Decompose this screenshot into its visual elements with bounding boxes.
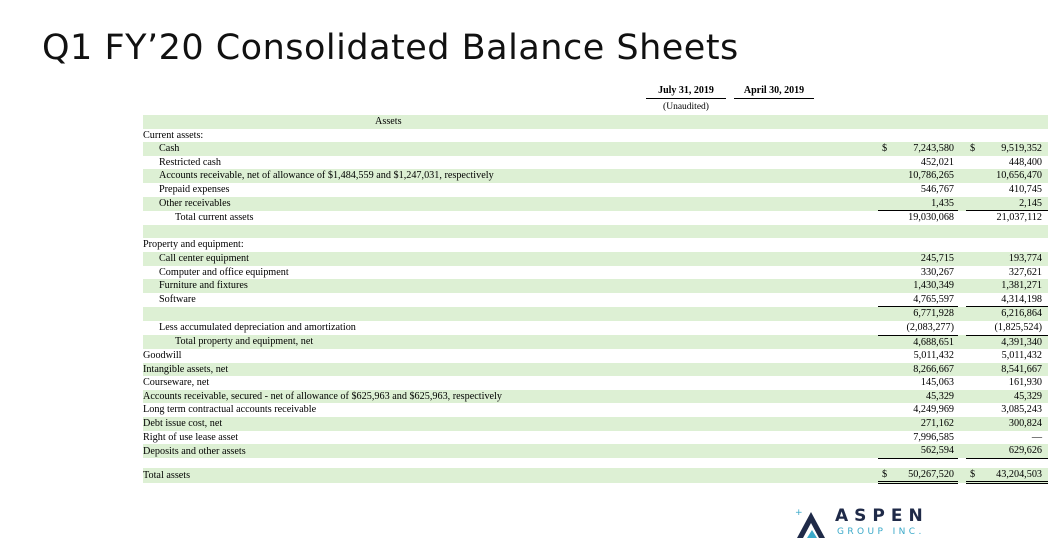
row-value-april	[966, 307, 1048, 321]
row-label: Furniture and fixtures	[143, 279, 878, 293]
value-text: 8,541,667	[1001, 363, 1042, 375]
row-label: Computer and office equipment	[159, 266, 289, 278]
row-value-july	[878, 335, 958, 349]
row-value-july	[878, 169, 958, 183]
row-gap	[958, 142, 966, 156]
row-value-july	[878, 403, 958, 417]
svg-text:+: +	[795, 508, 803, 518]
row-value-april	[966, 252, 1048, 266]
value-text: 271,162	[920, 418, 954, 430]
row-label: Restricted cash	[159, 156, 221, 168]
value-text: 1,381,271	[1001, 280, 1042, 292]
value-text: 50,267,520	[908, 468, 954, 480]
row-gap	[958, 266, 966, 280]
value-text: 546,767	[920, 183, 954, 195]
value-text: 7,996,585	[913, 431, 954, 443]
row-value-july	[878, 129, 958, 143]
table-row	[143, 238, 1048, 252]
row-gap	[958, 403, 966, 417]
dollar-sign: $	[882, 468, 888, 480]
row-gap	[958, 156, 966, 170]
value-text: 410,745	[1008, 183, 1042, 195]
total-value-july	[878, 468, 958, 483]
value-text: (1,825,524)	[994, 321, 1042, 333]
row-label: Courseware, net	[143, 377, 210, 389]
value-text: 1,435	[931, 197, 954, 209]
row-value-april	[966, 238, 1048, 252]
value-text: 3,085,243	[1001, 404, 1042, 416]
table-row	[143, 266, 1048, 280]
row-value-july	[878, 252, 958, 266]
row-gap	[958, 321, 966, 335]
dollar-sign: $	[882, 143, 888, 155]
spacer-cell	[966, 458, 1048, 468]
row-value-april	[966, 417, 1048, 431]
dollar-sign: $	[970, 468, 976, 480]
row-value-april	[966, 266, 1048, 280]
value-text: 6,216,864	[1001, 308, 1042, 320]
value-text: 327,621	[1008, 266, 1042, 278]
row-gap	[958, 238, 966, 252]
row-gap	[958, 129, 966, 143]
row-label: Property and equipment:	[143, 239, 244, 251]
spacer-row	[143, 458, 1048, 468]
value-text: 193,774	[1008, 252, 1042, 264]
row-value-july	[878, 197, 958, 211]
column-headers	[143, 85, 816, 115]
row-gap	[958, 390, 966, 404]
row-value-july	[878, 266, 958, 280]
value-text: 161,930	[1008, 377, 1042, 389]
column-note-unaudited: (Unaudited)	[663, 102, 709, 112]
row-label	[143, 225, 878, 239]
value-text: 4,688,651	[913, 336, 954, 348]
row-value-april	[966, 129, 1048, 143]
row-value-july	[878, 156, 958, 170]
slide-title: Q1 FY’20 Consolidated Balance Sheets	[42, 28, 739, 68]
row-gap	[958, 225, 966, 239]
row-label: Debt issue cost, net	[143, 417, 878, 431]
row-value-july	[878, 183, 958, 197]
balance-sheet	[143, 85, 1042, 484]
table-row	[143, 417, 1048, 431]
row-gap	[958, 431, 966, 445]
table-row	[143, 211, 1048, 225]
table-row	[143, 169, 1048, 183]
table-row	[143, 156, 1048, 170]
row-label: Total current assets	[175, 211, 254, 223]
table-row	[143, 225, 1048, 239]
row-label: Other receivables	[143, 197, 878, 211]
row-value-april	[966, 142, 1048, 156]
row-gap	[958, 444, 966, 458]
row-label: Long term contractual accounts receivable	[143, 404, 317, 416]
row-value-july	[878, 349, 958, 363]
value-text: 5,011,432	[913, 350, 954, 362]
row-value-april	[966, 279, 1048, 293]
row-value-april	[966, 321, 1048, 335]
row-gap	[958, 252, 966, 266]
table-row	[143, 129, 1048, 143]
row-value-april	[966, 211, 1048, 225]
section-header-assets: Assets	[143, 115, 878, 129]
row-value-april	[966, 363, 1048, 377]
row-value-july	[878, 390, 958, 404]
value-text: 45,329	[925, 390, 954, 402]
balance-sheet-table	[143, 115, 1048, 484]
section-header-row	[143, 115, 1048, 129]
row-value-april	[966, 335, 1048, 349]
row-value-july	[878, 225, 958, 239]
row-value-july	[878, 363, 958, 377]
column-date-july: July 31, 2019	[646, 85, 726, 99]
column-date-april: April 30, 2019	[734, 85, 814, 99]
row-label: Goodwill	[143, 350, 182, 362]
table-row	[143, 349, 1048, 363]
row-value-july	[878, 293, 958, 307]
row-value-april	[966, 376, 1048, 390]
row-gap	[958, 468, 966, 483]
row-gap	[958, 349, 966, 363]
table-row	[143, 363, 1048, 377]
logo-subtitle: GROUP INC.	[837, 527, 925, 537]
row-gap	[958, 363, 966, 377]
value-text: 452,021	[920, 156, 954, 168]
value-text: 4,391,340	[1001, 336, 1042, 348]
row-gap	[958, 183, 966, 197]
value-text: 7,243,580	[913, 143, 954, 155]
value-text: 6,771,928	[913, 308, 954, 320]
value-text: 21,037,112	[996, 212, 1042, 224]
value-text: 1,430,349	[913, 280, 954, 292]
row-label: Accounts receivable, secured - net of allowance of $625,963 and $625,963, respectively	[143, 390, 878, 404]
table-row	[143, 376, 1048, 390]
value-text: 19,030,068	[908, 212, 954, 224]
dollar-sign: $	[970, 143, 976, 155]
row-value-april	[966, 169, 1048, 183]
spacer-cell	[878, 458, 958, 468]
row-label: Cash	[143, 142, 878, 156]
table-row	[143, 335, 1048, 349]
column-header-july	[646, 85, 726, 112]
row-label: Right of use lease asset	[143, 431, 239, 443]
spacer-cell	[143, 458, 878, 468]
row-label: Intangible assets, net	[143, 363, 878, 377]
table-row	[143, 321, 1048, 335]
value-text: 448,400	[1008, 156, 1042, 168]
table-row	[143, 293, 1048, 307]
value-text: —	[1031, 431, 1042, 443]
total-label: Total assets	[143, 468, 878, 483]
row-label: Less accumulated depreciation and amortization	[159, 322, 356, 334]
table-row	[143, 431, 1048, 445]
row-value-july	[878, 321, 958, 335]
row-value-april	[966, 390, 1048, 404]
value-text: 330,267	[920, 266, 954, 278]
aspen-group-logo	[795, 506, 935, 540]
row-value-april	[966, 183, 1048, 197]
row-gap	[958, 197, 966, 211]
value-text: 245,715	[920, 252, 954, 264]
row-gap	[958, 307, 966, 321]
row-label: Deposits and other assets	[143, 444, 878, 458]
row-value-july	[878, 417, 958, 431]
row-value-july	[878, 279, 958, 293]
table-row	[143, 183, 1048, 197]
value-text: 4,765,597	[913, 293, 954, 305]
value-text: 9,519,352	[1001, 143, 1042, 155]
table-row	[143, 444, 1048, 458]
value-text: 5,011,432	[1001, 350, 1042, 362]
row-gap	[958, 211, 966, 225]
logo-wordmark: ASPEN	[835, 506, 929, 526]
row-value-july	[878, 307, 958, 321]
row-label: Total property and equipment, net	[143, 335, 878, 349]
row-gap	[958, 169, 966, 183]
row-gap	[958, 335, 966, 349]
value-text: 45,329	[1013, 390, 1042, 402]
value-text: 562,594	[920, 445, 954, 457]
aspen-mountain-icon	[795, 506, 831, 540]
row-label: Prepaid expenses	[159, 183, 230, 195]
row-label: Current assets:	[143, 129, 204, 141]
total-value-april	[966, 468, 1048, 483]
value-text: 8,266,667	[913, 363, 954, 375]
row-value-april	[966, 403, 1048, 417]
table-row	[143, 307, 1048, 321]
row-value-april	[966, 349, 1048, 363]
row-value-april	[966, 431, 1048, 445]
table-row	[143, 197, 1048, 211]
row-value-july	[878, 211, 958, 225]
row-gap	[958, 293, 966, 307]
value-text: 10,656,470	[996, 170, 1042, 182]
row-value-april	[966, 225, 1048, 239]
row-value-july	[878, 444, 958, 458]
value-text: 10,786,265	[908, 170, 954, 182]
value-text: 2,145	[1019, 197, 1042, 209]
row-gap	[958, 279, 966, 293]
row-value-july	[878, 238, 958, 252]
row-value-april	[966, 444, 1048, 458]
table-row	[143, 403, 1048, 417]
row-value-april	[966, 156, 1048, 170]
row-value-july	[878, 142, 958, 156]
value-text: (2,083,277)	[906, 321, 954, 333]
row-label: Call center equipment	[143, 252, 878, 266]
row-label: Accounts receivable, net of allowance of $1,484,559 and $1,247,031, respectively	[143, 169, 878, 183]
value-text: 300,824	[1008, 418, 1042, 430]
total-row	[143, 468, 1048, 483]
table-row	[143, 390, 1048, 404]
row-label	[143, 307, 878, 321]
row-value-july	[878, 431, 958, 445]
column-header-april	[734, 85, 814, 99]
table-row	[143, 279, 1048, 293]
value-text: 4,314,198	[1001, 293, 1042, 305]
table-row	[143, 252, 1048, 266]
row-value-april	[966, 293, 1048, 307]
row-gap	[958, 417, 966, 431]
row-value-july	[878, 376, 958, 390]
spacer-cell	[958, 458, 966, 468]
row-value-april	[966, 197, 1048, 211]
row-label: Software	[159, 293, 196, 305]
row-gap	[958, 376, 966, 390]
table-row	[143, 142, 1048, 156]
value-text: 145,063	[920, 377, 954, 389]
value-text: 43,204,503	[996, 468, 1042, 480]
value-text: 629,626	[1008, 445, 1042, 457]
value-text: 4,249,969	[913, 404, 954, 416]
